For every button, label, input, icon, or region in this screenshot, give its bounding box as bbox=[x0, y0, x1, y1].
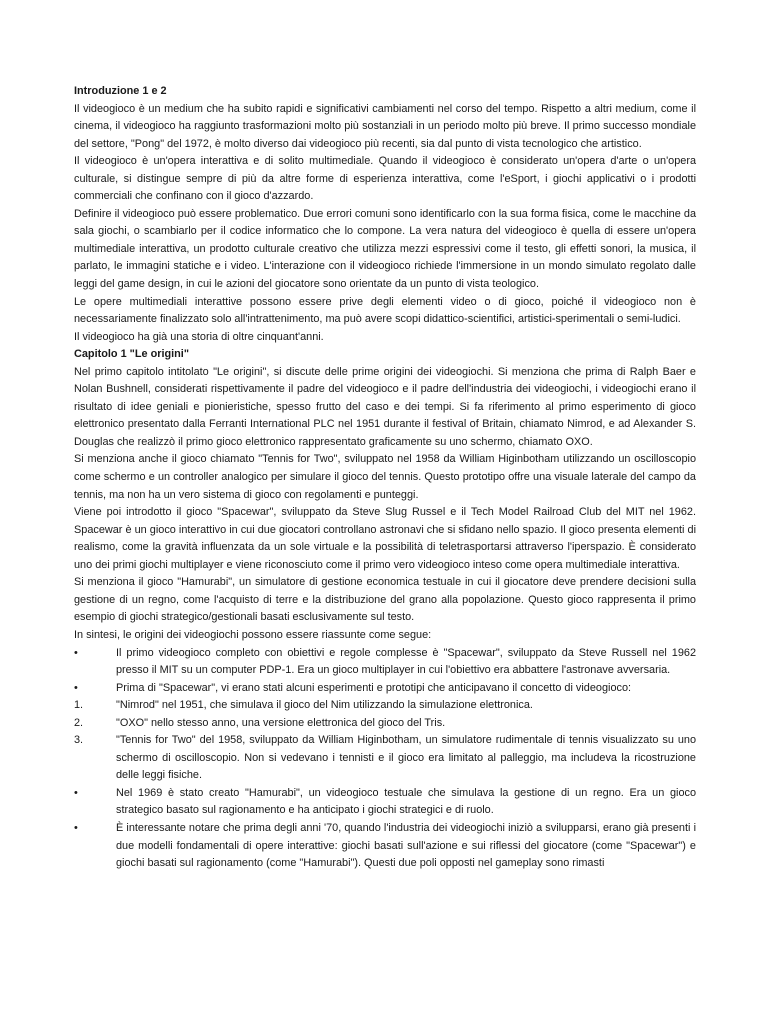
list-item-text: "Nimrod" nel 1951, che simulava il gioco del Nim utilizzando la simulazione elettronica. bbox=[116, 699, 533, 712]
list-item-text: "OXO" nello stesso anno, una versione elettronica del gioco del Tris. bbox=[116, 716, 446, 729]
intro-paragraph: Il videogioco ha già una storia di oltre cinquant'anni. bbox=[74, 330, 324, 343]
list-item bbox=[74, 645, 696, 680]
chapter1-paragraph: In sintesi, le origini dei videogiochi possono essere riassunte come segue: bbox=[74, 628, 432, 641]
list-item bbox=[74, 785, 696, 820]
list-item bbox=[74, 715, 696, 733]
list-item-text: Prima di "Spacewar", vi erano stati alcuni esperimenti e prototipi che anticipavano il concetto di videogioco: bbox=[116, 681, 632, 694]
document-page bbox=[74, 83, 696, 873]
intro-paragraph: Il videogioco è un'opera interattiva e di solito multimediale. Quando il videogioco è considerato un'opera d'arte o un'opera culturale, si distingue sempre di più da altre forme di esperienza interattiva, come l'eSport, i giochi applicativi o i prodotti commerciali che confinano con il gioco d'azzardo. bbox=[74, 155, 696, 203]
chapter1-paragraph: Si menziona anche il gioco chiamato "Tennis for Two", sviluppato nel 1958 da William Higinbotham utilizzando un oscilloscopio come schermo e un controller analogico per simulare il gioco del tennis. Questo prototipo offre una visuale laterale del campo da tennis, ma non ha un vero sistema di gioco con regolamenti e punteggi. bbox=[74, 453, 696, 501]
intro-paragraph: Il videogioco è un medium che ha subito rapidi e significativi cambiamenti nel corso del tempo. Rispetto a altri medium, come il cinema, il videogioco ha raggiunto trasformazioni molto più sostanziali in un periodo molto più breve. Il primo successo mondiale del settore, "Pong" del 1972, è molto diverso dai videogioco più recenti, sia dal punto di vista tecnologico che artistico. bbox=[74, 102, 696, 150]
list-item-text: "Tennis for Two" del 1958, sviluppato da William Higinbotham, un simulatore rudimentale di tennis visualizzato su uno schermo di oscilloscopio. Non si vedevano i tennisti e il gioco era limitato al palleggio, ma includeva la ricostruzione delle leggi fisiche. bbox=[116, 734, 696, 782]
list-marker: • bbox=[74, 681, 78, 694]
list-marker: 2. bbox=[74, 716, 84, 729]
list-item bbox=[74, 732, 696, 785]
chapter1-paragraph: Nel primo capitolo intitolato "Le origini", si discute delle prime origini dei videogiochi. Si menziona che prima di Ralph Baer e Nolan Bushnell, considerati rispettivamente il padre del videogioco e il padre dell'industria dei videogiochi, i videogiochi erano il risultato di idee geniali e pionieristiche, spesso frutto del caso e dei tempi. Si fa riferimento al primo esperimento di gioco elettronico presentato dalla Ferranti International PLC nel 1951 durante il festival of Britain, chiamato Nimrod, e ad Alexander S. Douglas che realizzò il primo gioco elettronico rappresentato graficamente su uno schermo, chiamato OXO. bbox=[74, 365, 696, 448]
chapter1-heading: Capitolo 1 "Le origini" bbox=[74, 348, 190, 361]
list-item-text: È interessante notare che prima degli anni '70, quando l'industria dei videogiochi iniziò a svilupparsi, erano già presenti i due modelli fondamentali di opere interattive: giochi basati sull'azione e sui riflessi del giocatore (come "Spacewar") e giochi basati sul ragionamento (come "Hamurabi"). Questi due poli opposti nel gameplay sono rimasti bbox=[116, 821, 696, 870]
intro-paragraph: Le opere multimediali interattive possono essere prive degli elementi video o di gioco, poiché il videogioco non è necessariamente finalizzato solo all'intrattenimento, ma può avere scopi didattico-scientifici, artistici-sperimentali o semi-ludici. bbox=[74, 295, 696, 326]
list-marker: • bbox=[74, 821, 78, 834]
list-marker: 3. bbox=[74, 734, 84, 747]
list-marker: • bbox=[74, 786, 78, 799]
intro-heading: Introduzione 1 e 2 bbox=[74, 85, 167, 97]
list-item-text: Il primo videogioco completo con obiettivi e regole complesse è "Spacewar", sviluppato da Steve Russell nel 1962 presso il MIT su un computer PDP-1. Era un gioco multiplayer in cui l'obiettivo era abbattere l'astronave avversaria. bbox=[116, 646, 696, 677]
list-marker: 1. bbox=[74, 699, 84, 712]
list-item-text: Nel 1969 è stato creato "Hamurabi", un videogioco testuale che simulava la gestione di un regno. Era un gioco strategico basato sul ragionamento e ha anticipato i giochi strategici e di ruolo. bbox=[116, 786, 696, 817]
list-item bbox=[74, 820, 696, 873]
chapter1-paragraph: Si menziona il gioco "Hamurabi", un simulatore di gestione economica testuale in cui il giocatore deve prendere decisioni sulla gestione di un regno, come l'acquisto di terre e la distribuzione del grano alla popolazione. Questo gioco rappresenta il primo esempio di giochi strategico/gestionali basati esclusivamente sul testo. bbox=[74, 576, 696, 624]
chapter1-paragraph: Viene poi introdotto il gioco "Spacewar", sviluppato da Steve Slug Russel e il Tech Model Railroad Club del MIT nel 1962. Spacewar è un gioco interattivo in cui due giocatori controllano astronavi che si sfidano nello spazio. Il gioco presenta elementi di realismo, come la gravità influenzata da un sole virtuale e la possibilità di teletrasportarsi attraverso l'iperspazio. È considerato uno dei primi giochi multiplayer e viene riconosciuto come il primo vero videogioco inteso come opera multimediale interattiva. bbox=[74, 506, 696, 571]
list-marker: • bbox=[74, 646, 78, 659]
list-item bbox=[74, 680, 696, 698]
intro-paragraph: Definire il videogioco può essere problematico. Due errori comuni sono identificarlo con la sua forma fisica, come le macchine da sala giochi, o scambiarlo per il codice informatico che lo compone. La vera natura del videogioco è quella di essere un'opera multimediale interattiva, un prodotto culturale creativo che utilizza mezzi espressivi come il testo, gli effetti sonori, la musica, il parlato, le immagini statiche e i video. L'interazione con il videogioco richiede l'immersione in un mondo simulato regolato dalle leggi del game design, in cui le azioni del giocatore sono orientate da un punto di vista teologico. bbox=[74, 207, 696, 291]
list-item bbox=[74, 697, 696, 715]
